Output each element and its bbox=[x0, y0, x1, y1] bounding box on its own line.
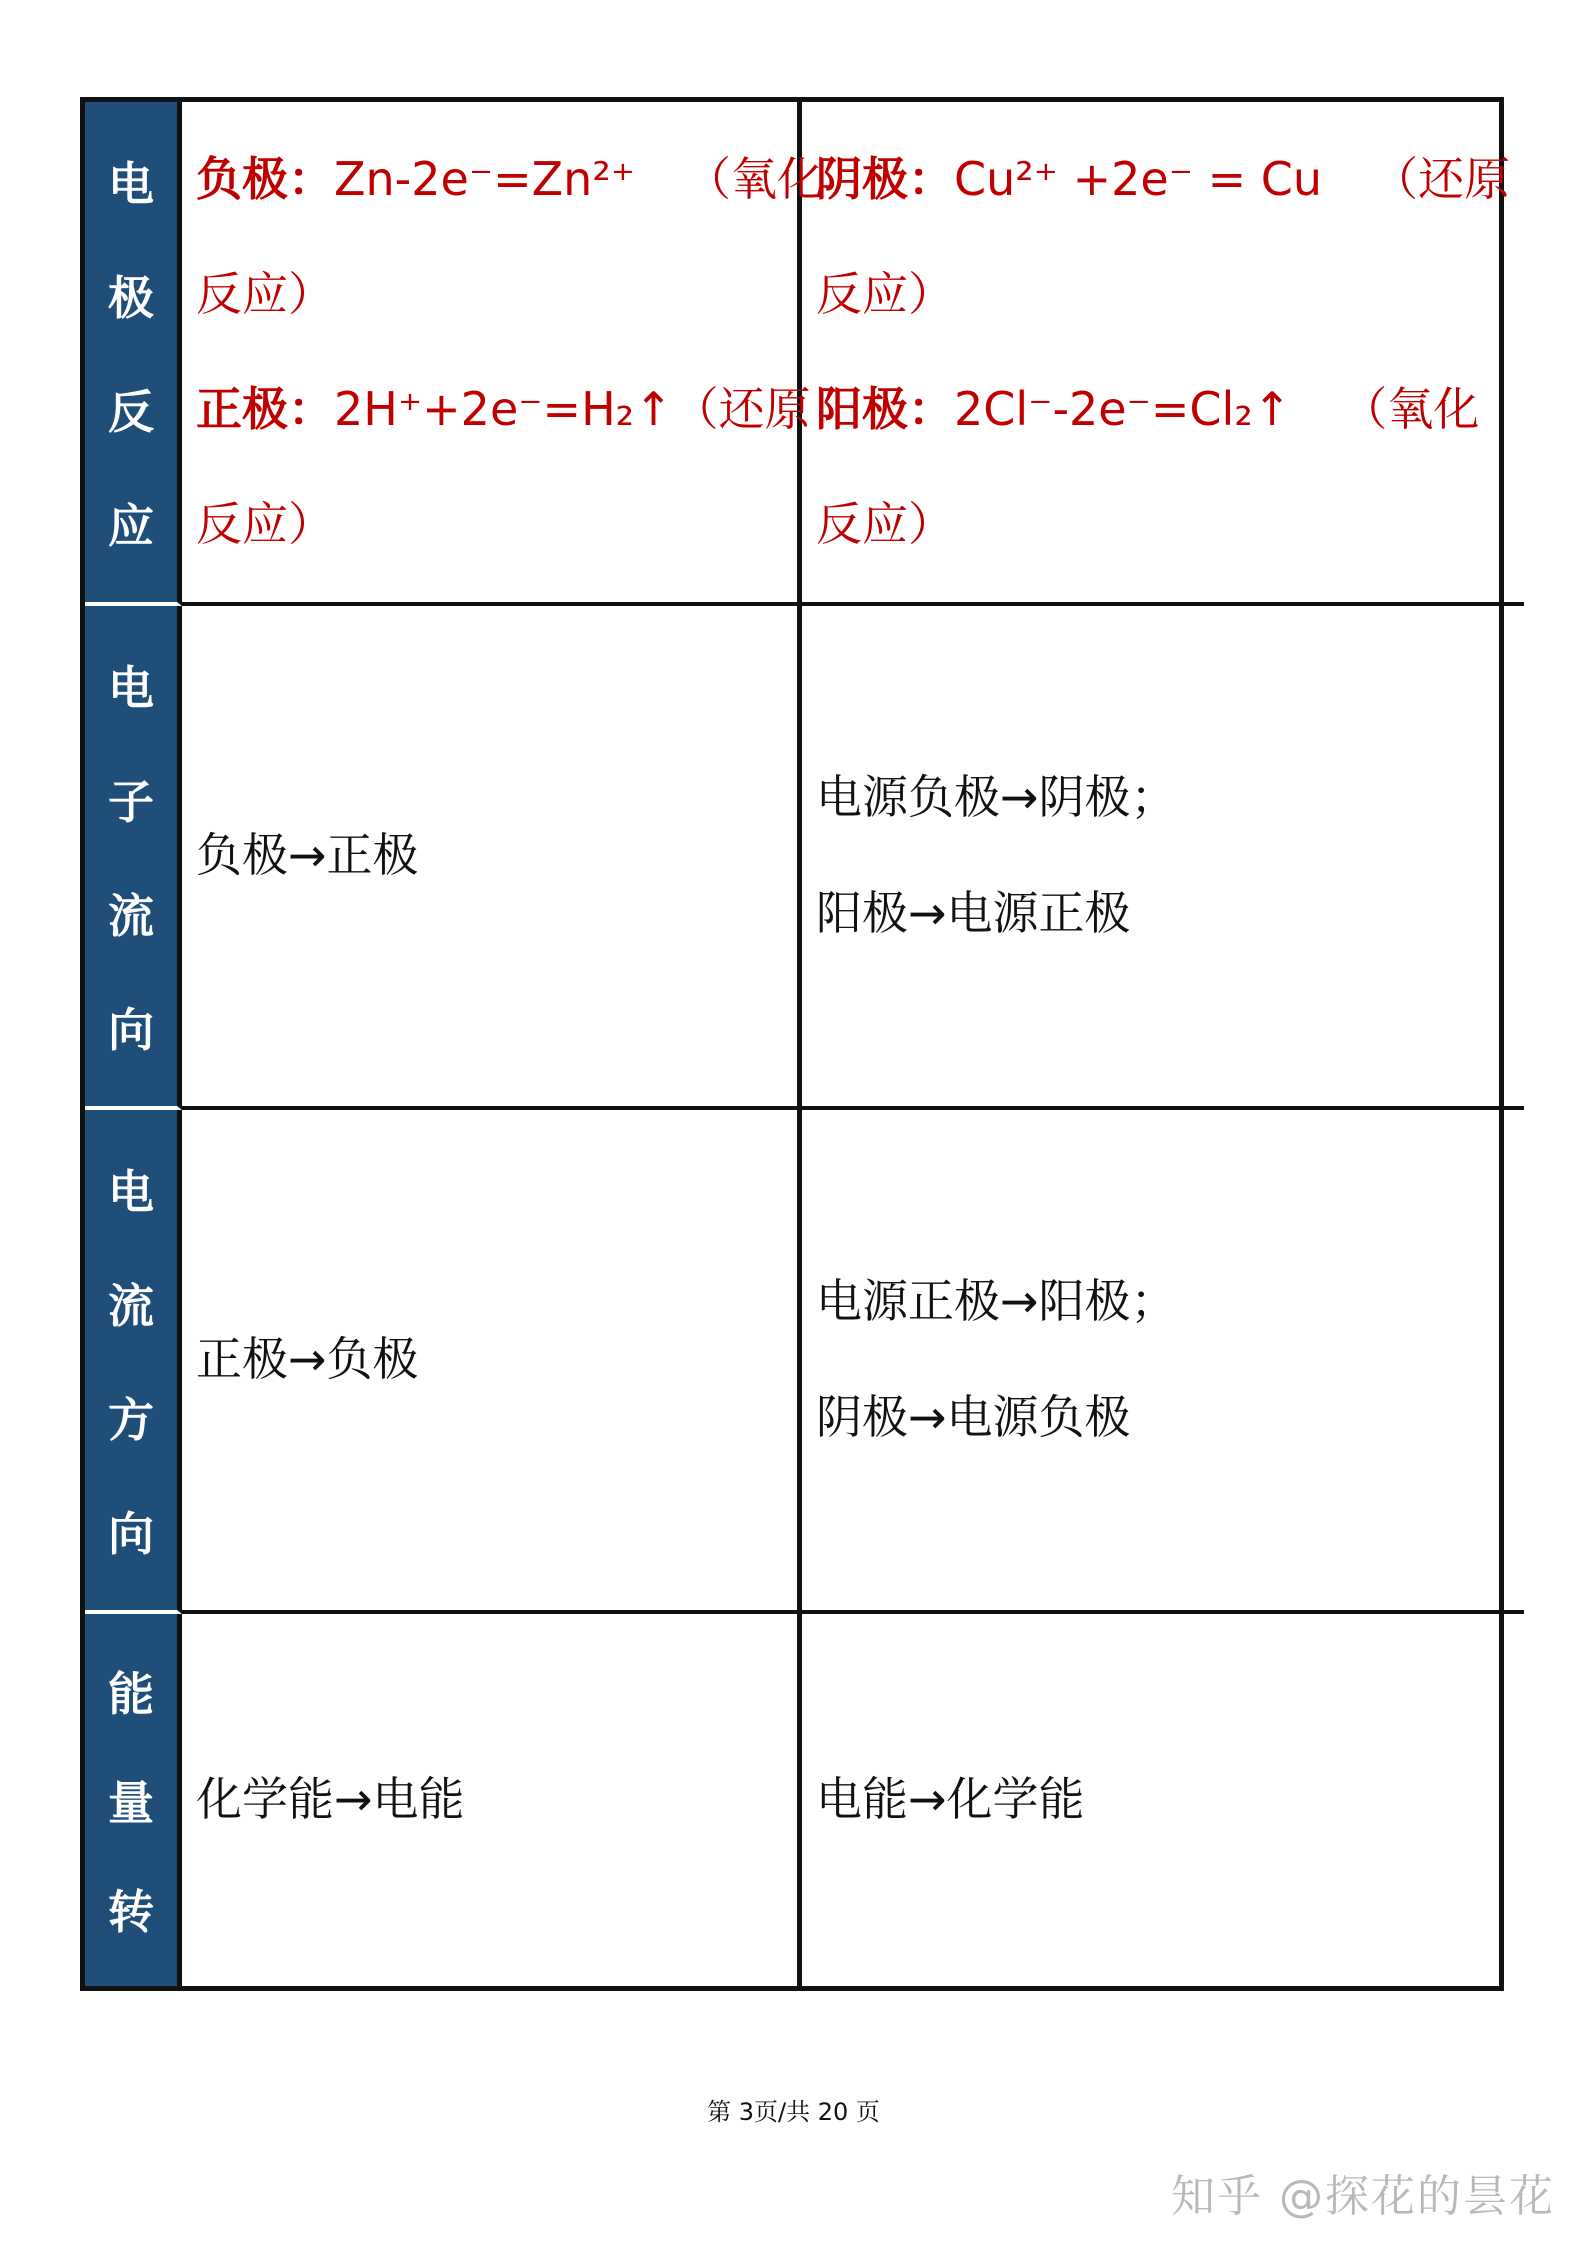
cathode-equation: 2H⁺+2e⁻=H₂↑ bbox=[334, 381, 673, 436]
cathode-equation: Cu²⁺ +2e⁻ = Cu bbox=[954, 151, 1323, 206]
header-char: 能 bbox=[108, 1666, 154, 1721]
energy-conversion-text: 电能→化学能 bbox=[816, 1772, 1085, 1827]
header-char: 向 bbox=[108, 1507, 154, 1561]
anode-equation: 2Cl⁻-2e⁻=Cl₂↑ bbox=[954, 381, 1292, 436]
galvanic-current-direction-cell bbox=[182, 1110, 802, 1614]
header-char: 流 bbox=[108, 1279, 154, 1333]
cathode-reaction-type: （还原 bbox=[672, 381, 811, 436]
header-char: 流 bbox=[108, 889, 154, 943]
anode-reaction-type: （氧化 bbox=[685, 151, 824, 206]
anode-equation-line bbox=[816, 380, 1510, 440]
cathode-equation-line bbox=[816, 150, 1510, 210]
header-char: 电 bbox=[108, 1165, 154, 1219]
anode-reaction-type: （氧化 bbox=[1341, 381, 1480, 436]
anode-reaction-type-cont: 反应） bbox=[816, 496, 954, 551]
current-direction-line: 电源正极→阳极； bbox=[816, 1274, 1177, 1329]
header-char: 电 bbox=[108, 661, 154, 715]
energy-conversion-text: 化学能→电能 bbox=[196, 1772, 465, 1827]
watermark: 知乎 @探花的昙花 bbox=[1171, 2171, 1555, 2222]
header-char: 子 bbox=[108, 775, 154, 829]
electrolytic-electrode-reaction-cell bbox=[802, 102, 1524, 606]
cathode-reaction-type-cont: 反应） bbox=[196, 496, 334, 551]
header-char: 极 bbox=[108, 271, 154, 325]
current-direction-text: 正极→负极 bbox=[196, 1332, 419, 1387]
galvanic-electron-flow-cell bbox=[182, 606, 802, 1110]
galvanic-energy-conversion-cell bbox=[182, 1614, 802, 1986]
page-number: 第 3页/共 20 页 bbox=[707, 2098, 880, 2126]
row-header-electron-flow bbox=[85, 606, 182, 1110]
cathode-label: 阴极： bbox=[816, 151, 954, 206]
galvanic-electrode-reaction-cell bbox=[182, 102, 824, 606]
current-direction-line: 阴极→电源负极 bbox=[816, 1390, 1131, 1444]
header-char: 量 bbox=[108, 1775, 154, 1830]
cathode-label: 正极： bbox=[196, 381, 334, 436]
header-char: 向 bbox=[108, 1003, 154, 1057]
electrolytic-energy-conversion-cell bbox=[802, 1614, 1524, 1986]
electron-flow-text: 负极→正极 bbox=[196, 828, 419, 883]
anode-label: 负极： bbox=[196, 151, 334, 206]
header-char: 应 bbox=[108, 499, 154, 553]
anode-reaction-type-cont: 反应） bbox=[196, 266, 334, 321]
comparison-table bbox=[80, 97, 1511, 1991]
cathode-reaction-type: （还原 bbox=[1372, 151, 1511, 206]
cathode-equation-line bbox=[196, 380, 811, 440]
anode-equation: Zn-2e⁻=Zn²⁺ bbox=[334, 151, 636, 206]
header-char: 反 bbox=[108, 385, 154, 439]
row-header-current-direction bbox=[85, 1110, 182, 1614]
header-char: 方 bbox=[108, 1393, 154, 1447]
anode-equation-line bbox=[196, 150, 824, 210]
electron-flow-line: 电源负极→阴极； bbox=[816, 770, 1177, 825]
electrolytic-current-direction-cell bbox=[802, 1110, 1524, 1614]
anode-label: 阳极： bbox=[816, 381, 954, 436]
electrolytic-electron-flow-cell bbox=[802, 606, 1524, 1110]
row-header-energy-conversion bbox=[85, 1614, 182, 1986]
header-char: 电 bbox=[108, 157, 154, 211]
header-char: 转 bbox=[108, 1885, 154, 1940]
electron-flow-line: 阳极→电源正极 bbox=[816, 886, 1131, 940]
row-header-electrode-reaction bbox=[85, 102, 182, 606]
cathode-reaction-type-cont: 反应） bbox=[816, 266, 954, 321]
